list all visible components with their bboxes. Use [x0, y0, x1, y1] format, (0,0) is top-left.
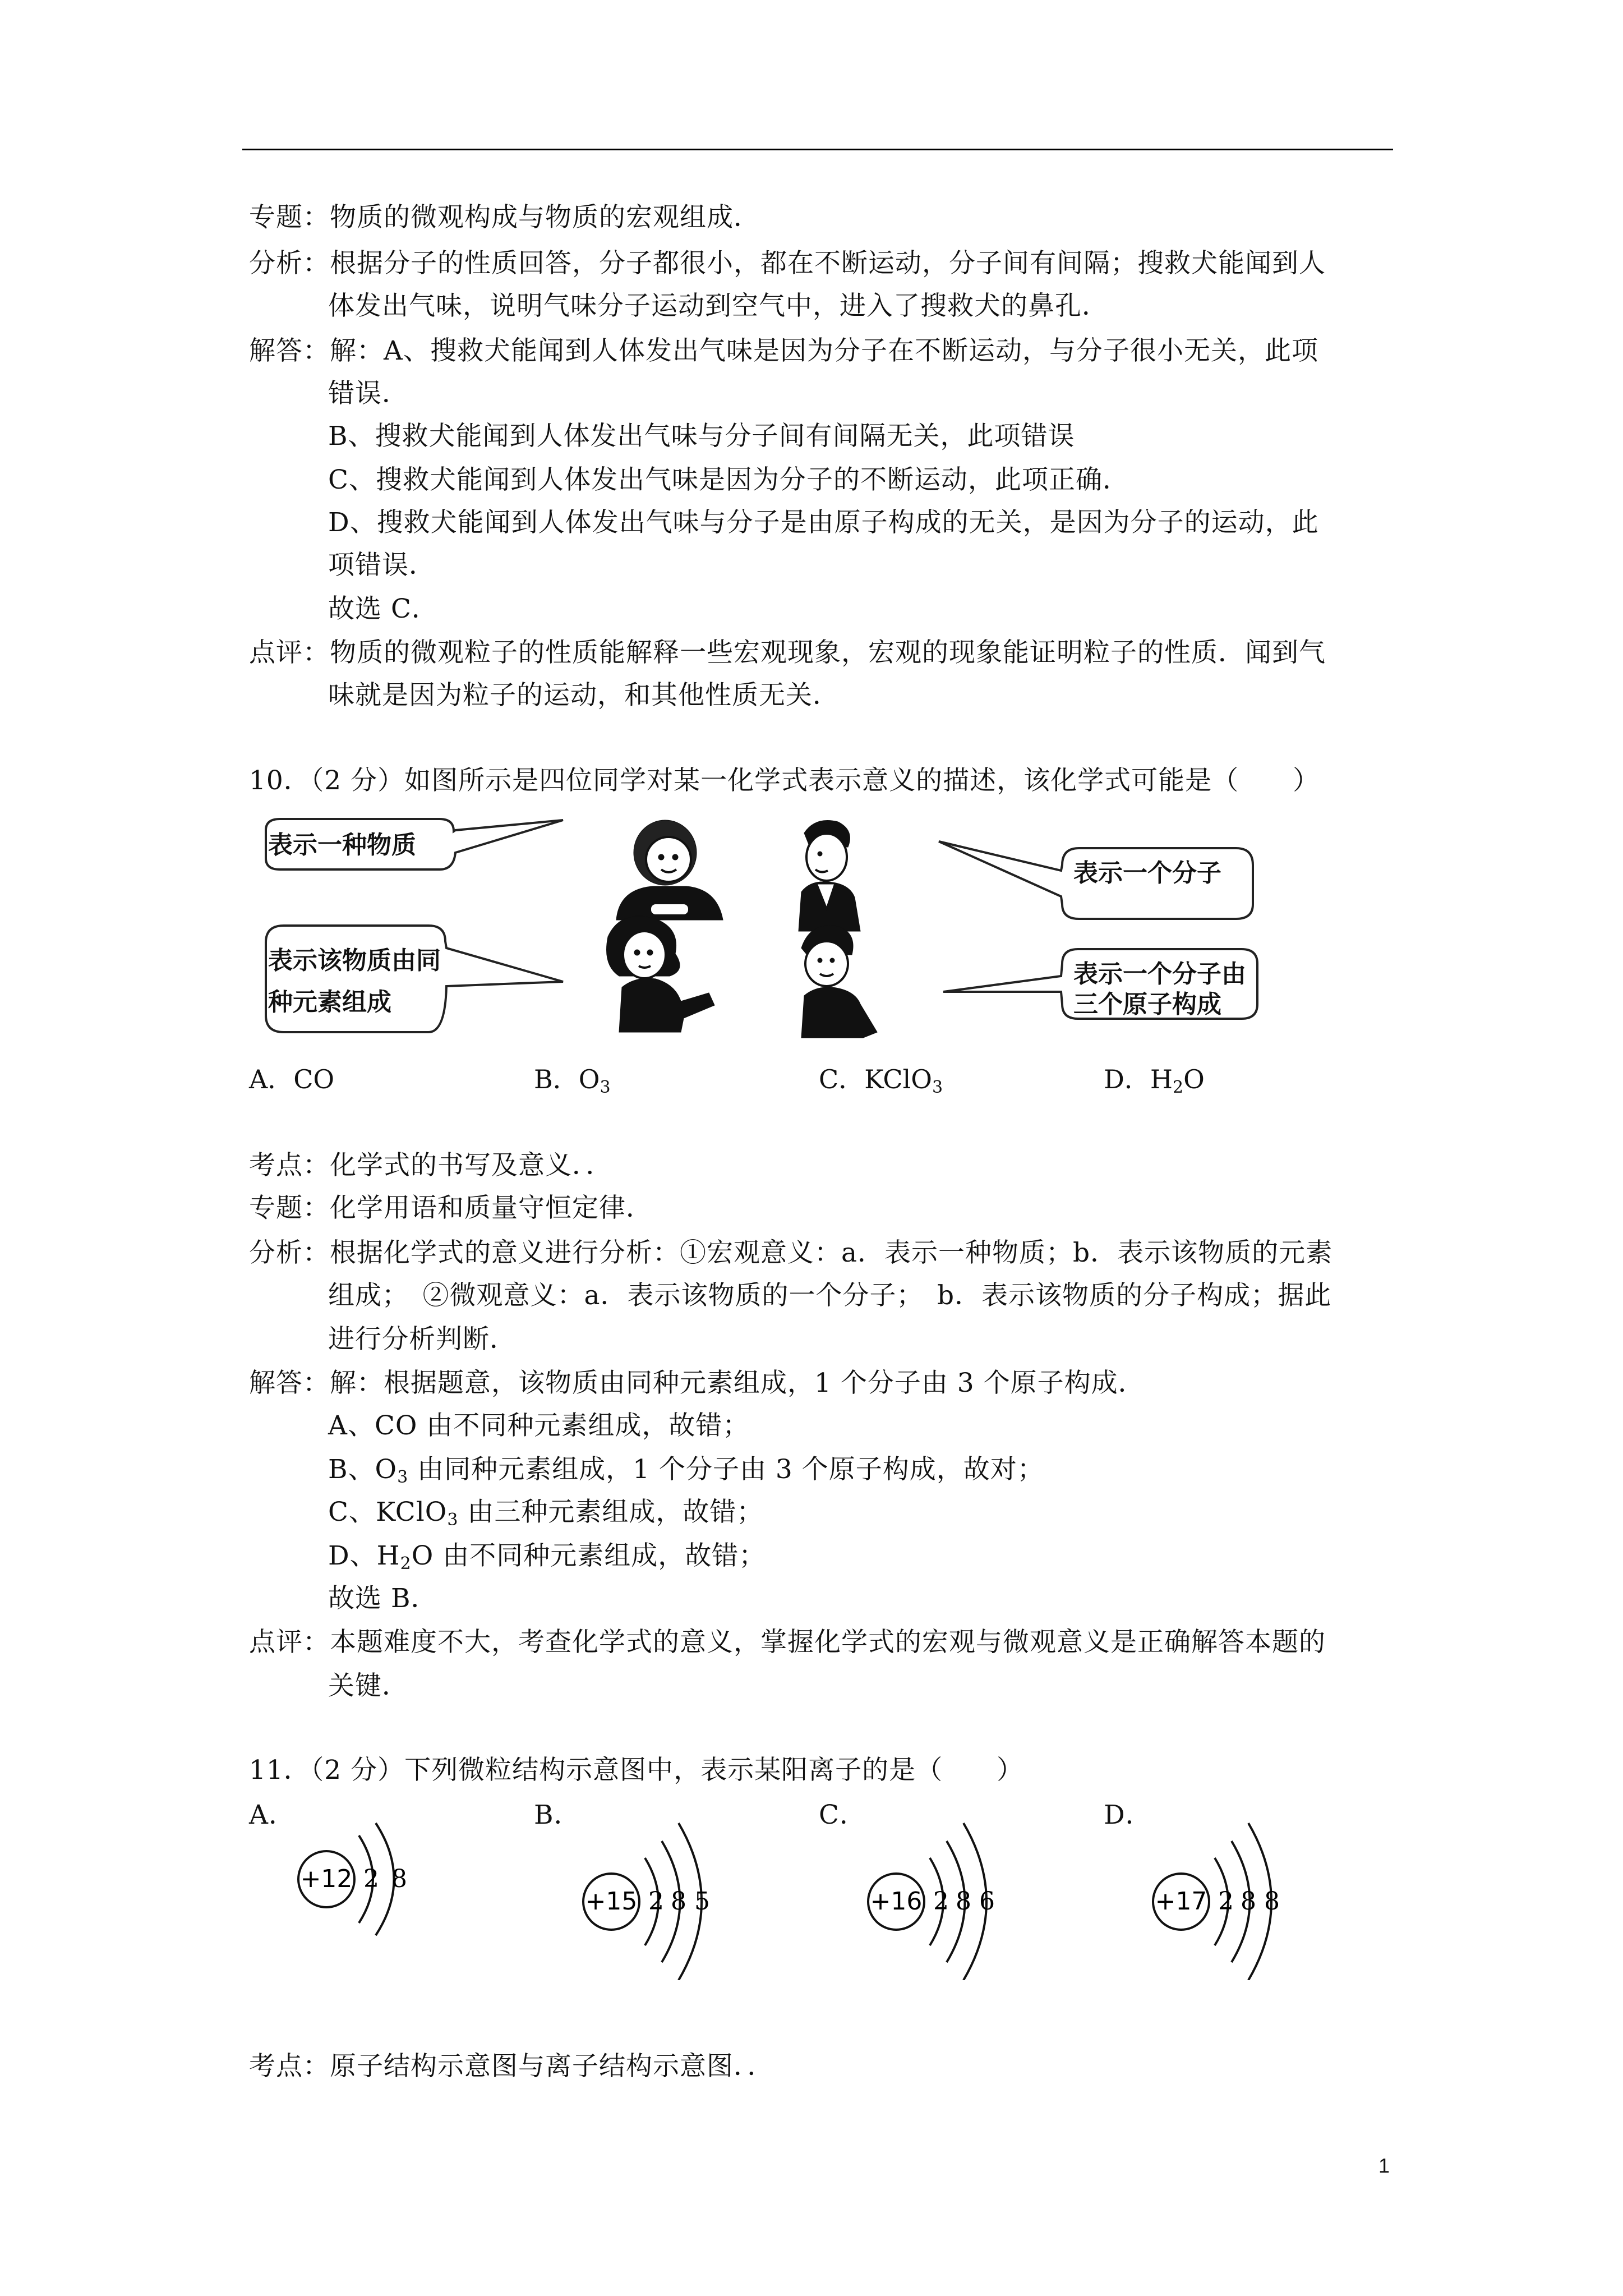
atom-diagram-c — [863, 1812, 1053, 1980]
shell-electrons-1: 2 — [933, 1887, 949, 1916]
q10-analysis-3: 进行分析判断． — [328, 1324, 517, 1355]
q10-option-a: A．CO — [249, 1064, 335, 1094]
q10-point: 考点：化学式的书写及意义．． — [249, 1150, 613, 1181]
header-rule — [242, 149, 1393, 150]
person-4-illustration — [801, 926, 877, 1038]
person-1-illustration — [616, 820, 723, 920]
analysis-line-1: 分析：根据分子的性质回答，分子都很小，都在不断运动，分子间有间隔；搜救犬能闻到人 — [249, 248, 1326, 279]
page-number: 1 — [1378, 2154, 1390, 2177]
person-2-illustration — [799, 821, 860, 932]
atom-diagram-b — [578, 1812, 768, 1980]
q11-label-b: B． — [534, 1800, 581, 1830]
shell-electrons-1: 2 — [1218, 1887, 1234, 1916]
nucleus-charge: +17 — [1155, 1887, 1207, 1916]
q10-answer-a: A、CO 由不同种元素组成，故错； — [328, 1410, 750, 1441]
question-11: 11．（2 分）下列微粒结构示意图中，表示某阳离子的是（ ） — [249, 1755, 1024, 1786]
q10-answer-d: D、$H_2O$ 由不同种元素组成，故错； — [328, 1540, 766, 1573]
bubble-text-bottom-left-1: 表示该物质由同 — [268, 946, 441, 975]
answer-line-1: 解答：解：A、搜救犬能闻到人体发出气味是因为分子在不断运动，与分子很小无关，此项 — [249, 335, 1318, 366]
comment-line-1: 点评：物质的微观粒子的性质能解释一些宏观现象，宏观的现象能证明粒子的性质．闻到气 — [249, 637, 1326, 668]
answer-option-b: B、搜救犬能闻到人体发出气味与分子间有间隔无关，此项错误 — [328, 421, 1075, 452]
q10-option-d: D．$H_2O$ — [1104, 1064, 1205, 1097]
shell-electrons-3: 6 — [979, 1887, 995, 1916]
shell-electrons-2: 8 — [1241, 1887, 1256, 1916]
question-10: 10．（2 分）如图所示是四位同学对某一化学式表示意义的描述，该化学式可能是（ ） — [249, 765, 1320, 796]
answer-line-2: 错误． — [328, 378, 409, 409]
q10-option-b: B．$O_3$ — [534, 1064, 611, 1097]
bubble-text-top-left: 表示一种物质 — [268, 831, 416, 859]
q11-label-d: D． — [1104, 1800, 1152, 1830]
bubble-text-bottom-right-1: 表示一个分子由 — [1073, 960, 1246, 988]
answer-choose: 故选 C． — [328, 593, 439, 624]
answer-option-d-2: 项错误． — [328, 550, 436, 581]
analysis-line-2: 体发出气味，说明气味分子运动到空气中，进入了搜救犬的鼻孔． — [328, 291, 1109, 321]
atom-diagram-d — [1147, 1812, 1338, 1980]
shell-electrons-2: 8 — [391, 1865, 407, 1893]
q10-answer-b: B、$O_3$ 由同种元素组成，1 个分子由 3 个原子构成，故对； — [328, 1454, 1044, 1487]
answer-option-c: C、搜救犬能闻到人体发出气味是因为分子的不断运动，此项正确． — [328, 464, 1129, 495]
bubble-text-bottom-left-2: 种元素组成 — [268, 988, 391, 1016]
q10-analysis-2: 组成； ②微观意义：a．表示该物质的一个分子； b．表示该物质的分子构成；据此 — [328, 1280, 1332, 1311]
q10-comment-1: 点评：本题难度不大，考查化学式的意义，掌握化学式的宏观与微观意义是正确解答本题的 — [249, 1627, 1326, 1658]
atom-diagram-a — [292, 1806, 471, 1952]
nucleus-charge: +15 — [585, 1887, 638, 1916]
shell-electrons-3: 5 — [694, 1887, 710, 1916]
q11-point: 考点：原子结构示意图与离子结构示意图．． — [249, 2051, 774, 2082]
shell-electrons-3: 8 — [1264, 1887, 1280, 1916]
q10-answer-1: 解答：解：根据题意，该物质由同种元素组成，1 个分子由 3 个原子构成． — [249, 1368, 1145, 1398]
q10-option-c: C．KClO$_3$ — [819, 1064, 943, 1097]
q10-choose: 故选 B． — [328, 1583, 438, 1614]
shell-electrons-1: 2 — [363, 1865, 379, 1893]
answer-option-d-1: D、搜救犬能闻到人体发出气味与分子是由原子构成的无关，是因为分子的运动，此 — [328, 507, 1319, 538]
bubble-text-bottom-right-2: 三个原子构成 — [1073, 990, 1221, 1019]
q10-analysis-1: 分析：根据化学式的意义进行分析：①宏观意义：a．表示一种物质；b．表示该物质的元素 — [249, 1237, 1333, 1268]
q10-topic: 专题：化学用语和质量守恒定律． — [249, 1193, 653, 1223]
shell-electrons-1: 2 — [648, 1887, 664, 1916]
person-3-illustration — [607, 916, 715, 1032]
comment-line-2: 味就是因为粒子的运动，和其他性质无关． — [328, 680, 840, 711]
topic-line: 专题：物质的微观构成与物质的宏观组成． — [249, 202, 760, 233]
shell-electrons-2: 8 — [956, 1887, 971, 1916]
nucleus-charge: +16 — [870, 1887, 923, 1916]
q10-answer-c: C、KClO$_3$ 由三种元素组成，故错； — [328, 1497, 764, 1530]
q11-label-a: A． — [249, 1800, 296, 1830]
q10-comment-2: 关键． — [328, 1671, 409, 1701]
nucleus-charge: +12 — [300, 1865, 353, 1893]
bubble-text-top-right: 表示一个分子 — [1073, 859, 1221, 887]
shell-electrons-2: 8 — [671, 1887, 686, 1916]
q11-label-c: C． — [819, 1800, 866, 1830]
